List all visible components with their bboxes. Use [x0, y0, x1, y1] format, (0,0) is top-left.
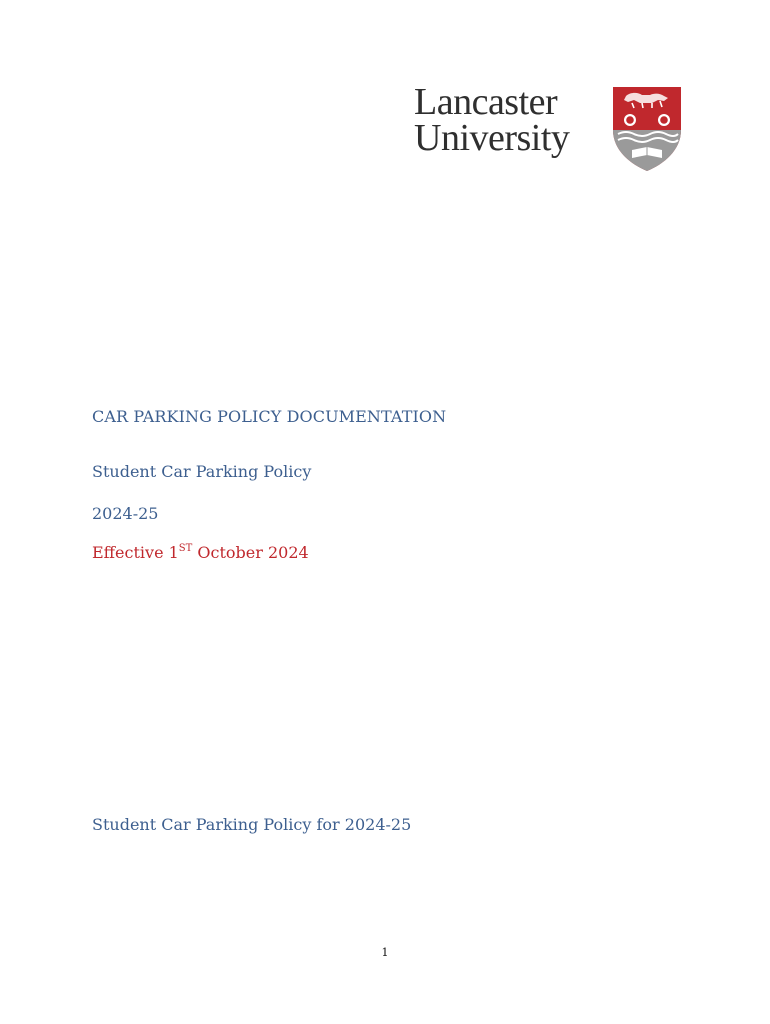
effective-suffix: October 2024: [192, 543, 309, 562]
footer-policy-title: Student Car Parking Policy for 2024-25: [92, 815, 412, 834]
policy-year: 2024-25: [92, 504, 159, 523]
document-heading: CAR PARKING POLICY DOCUMENTATION: [92, 407, 447, 426]
page-number: 1: [381, 946, 389, 959]
effective-date: [92, 543, 309, 562]
policy-title: Student Car Parking Policy: [92, 462, 312, 481]
university-logo: [414, 81, 684, 174]
logo-line-lancaster: Lancaster: [414, 81, 558, 123]
logo-line-university: University: [414, 117, 570, 159]
university-crest-icon: [612, 86, 682, 172]
logo-wordmark: [414, 81, 570, 159]
effective-superscript: ST: [178, 543, 193, 554]
effective-prefix: Effective 1: [92, 543, 179, 562]
